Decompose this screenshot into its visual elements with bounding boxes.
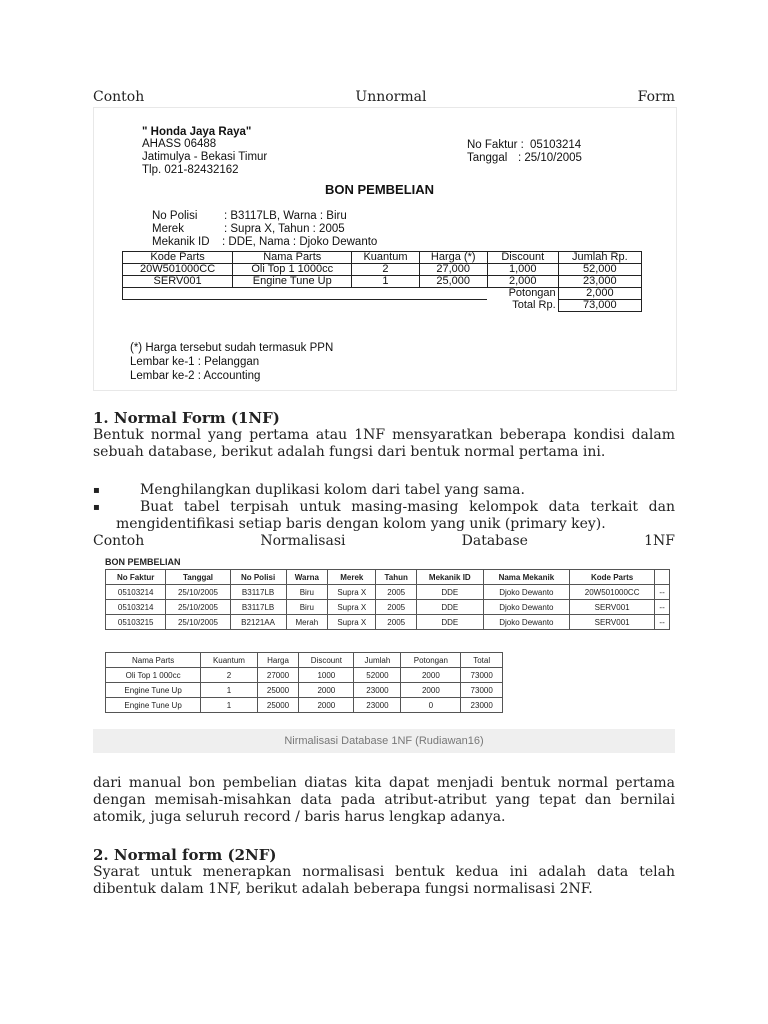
total-label: Total Rp.	[512, 299, 556, 311]
lembar-2: Lembar ke-2 : Accounting	[130, 370, 261, 382]
norm-title: BON PEMBELIAN	[105, 557, 181, 567]
normalization-image	[93, 553, 675, 753]
table-row: 20W501000CC Oli Top 1 1000cc 2 27,000 1,000 52,000	[123, 264, 642, 276]
total-row	[123, 300, 642, 312]
ppn-note: (*) Harga tersebut sudah termasuk PPN	[130, 342, 334, 354]
shop-phone: Tlp. 021-82432162	[142, 164, 239, 176]
receipt-image	[93, 107, 677, 391]
nf2-heading: 2. Normal form (2NF)	[93, 846, 277, 864]
potongan-label: Potongan	[508, 287, 556, 300]
shop-address: Jatimulya - Bekasi Timur	[142, 151, 268, 163]
faktur-value: 05103214	[530, 139, 582, 151]
mekanik-label: Mekanik ID	[152, 236, 210, 248]
nf2-paragraph: Syarat untuk menerapkan normalisasi bentuk kedua ini adalah data telah dibentuk dalam 1NF, berikut adalah beberapa fungsi normalisasi 2NF.	[93, 864, 675, 897]
example-unnormal-line	[93, 88, 675, 106]
ahass-code: AHASS 06488	[142, 138, 217, 150]
receipt-title: BON PEMBELIAN	[325, 182, 435, 197]
nopolisi-label: No Polisi	[152, 210, 198, 222]
word-form: Form	[637, 89, 675, 105]
norm-table-2-header: Nama Parts Kuantum Harga Discount Jumlah Potongan Total	[106, 653, 503, 668]
norm-table-1	[105, 569, 670, 630]
bullet-2: Buat tabel terpisah untuk masing-masing kelompok data terkait dan mengidentifikasi setiap baris dengan kolom yang unik (primary key).	[116, 499, 675, 532]
bullet-1: Menghilangkan duplikasi kolom dari tabel yang sama.	[140, 482, 525, 498]
word-contoh: Contoh	[93, 89, 145, 105]
table-row: 05103214 25/10/2005 B3117LB Biru Supra X 2005 DDE Djoko Dewanto SERV001 --	[106, 600, 670, 615]
word-unnormal: Unnormal	[355, 89, 427, 105]
table-row: Engine Tune Up 1 25000 2000 23000 2000 73000	[106, 683, 503, 698]
word-database: Database	[461, 533, 528, 549]
potongan-row	[123, 288, 642, 300]
norm-table-2	[105, 652, 503, 713]
total-value: 73,000	[558, 300, 641, 312]
mekanik-value: : DDE, Nama : Djoko Dewanto	[222, 236, 378, 248]
receipt-table-header: Kode Parts Nama Parts Kuantum Harga (*) Discount Jumlah Rp.	[123, 252, 642, 264]
nf1-heading: 1. Normal Form (1NF)	[93, 409, 280, 427]
tanggal-value: : 25/10/2005	[518, 152, 582, 164]
lembar-1: Lembar ke-1 : Pelanggan	[130, 356, 260, 368]
nopolisi-value: : B3117LB, Warna : Biru	[224, 210, 347, 222]
image-caption: Nirmalisasi Database 1NF (Rudiawan16)	[93, 729, 675, 753]
shop-name: " Honda Jaya Raya"	[142, 126, 252, 138]
table-row: SERV001 Engine Tune Up 1 25,000 2,000 23,000	[123, 276, 642, 288]
word-contoh-2: Contoh	[93, 533, 145, 549]
norm-table-1-header: No Faktur Tanggal No Polisi Warna Merek Tahun Mekanik ID Nama Mekanik Kode Parts	[106, 570, 670, 585]
nf1-paragraph: Bentuk normal yang pertama atau 1NF mensyaratkan beberapa kondisi dalam sebuah database, berikut adalah fungsi dari bentuk normal pertama ini.	[93, 427, 675, 460]
table-row: 05103215 25/10/2005 B2121AA Merah Supra X 2005 DDE Djoko Dewanto SERV001 --	[106, 615, 670, 630]
table-row: Oli Top 1 000cc 2 27000 1000 52000 2000 73000	[106, 668, 503, 683]
merek-value: : Supra X, Tahun : 2005	[224, 223, 345, 235]
explanation-paragraph: dari manual bon pembelian diatas kita dapat menjadi bentuk normal pertama dengan memisah-misahkan data pada atribut-atribut yang tepat dan bernilai atomik, juga seluruh record / baris harus lengkap adanya.	[93, 775, 675, 825]
tanggal-label: Tanggal	[467, 152, 508, 164]
table-row: 05103214 25/10/2005 B3117LB Biru Supra X 2005 DDE Djoko Dewanto 20W501000CC --	[106, 585, 670, 600]
word-1nf: 1NF	[644, 533, 675, 549]
bullet-marker: ▪	[93, 485, 100, 496]
receipt-items-table	[122, 251, 642, 312]
potongan-value: 2,000	[558, 288, 641, 300]
bullet-marker: ▪	[93, 502, 100, 513]
merek-label: Merek	[152, 223, 184, 235]
example-1nf-line	[93, 532, 675, 550]
word-normalisasi: Normalisasi	[260, 533, 346, 549]
faktur-label: No Faktur :	[467, 139, 524, 151]
table-row: Engine Tune Up 1 25000 2000 23000 0 23000	[106, 698, 503, 713]
